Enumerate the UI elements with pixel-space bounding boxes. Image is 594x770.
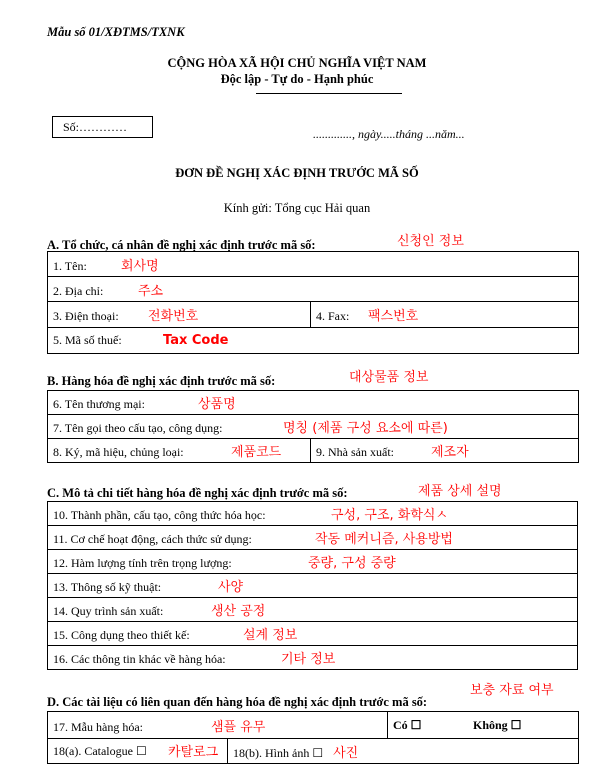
field-note: 명칭 (제품 구성 요소에 따른) [283,421,448,436]
field-phone[interactable] [48,302,311,328]
field-label: 15. Công dụng theo thiết kế: [53,628,190,642]
table-row [48,328,579,354]
field-label: 4. Fax: [316,309,350,323]
date-line: ............., ngày.....tháng ...năm... [313,127,465,141]
table-row [48,712,579,739]
field-trade-name[interactable] [48,391,579,415]
field-note: Tax Code [163,333,229,348]
section-b-table [47,390,579,463]
table-row [48,622,578,646]
field-model-code[interactable] [48,439,311,463]
section-c-table [47,501,578,670]
catalogue-checkbox-label[interactable]: 18(a). Catalogue ☐ [53,743,147,758]
field-note: 주소 [138,283,164,299]
table-row [48,526,578,550]
field-designed-use[interactable] [48,622,578,646]
motto-underline [256,93,402,94]
motto: Độc lập - Tự do - Hạnh phúc [220,72,374,86]
document-number-box: Số:………… [52,116,153,138]
table-row [48,252,579,277]
field-note: 카탈로그 [168,745,219,760]
section-d-heading: D. Các tài liệu có liên quan đến hàng hóa đề nghị xác định trước mã số: [47,695,428,709]
field-fax[interactable] [311,302,579,328]
field-mechanism[interactable] [48,526,578,550]
field-label: 16. Các thông tin khác về hàng hóa: [53,652,226,666]
table-row [48,502,578,526]
field-note: 사양 [218,580,244,595]
field-production-process[interactable] [48,598,578,622]
field-note: 상품명 [198,397,236,412]
field-address[interactable] [48,277,579,302]
section-d-table [47,711,579,764]
field-other-info[interactable] [48,646,578,670]
document-title: ĐƠN ĐỀ NGHỊ XÁC ĐỊNH TRƯỚC MÃ SỐ [175,166,419,180]
table-row [48,646,578,670]
field-label: 10. Thành phần, cấu tạo, công thức hóa học: [53,508,266,522]
field-weight-content[interactable] [48,550,578,574]
photo-checkbox-label[interactable]: 18(b). Hình ảnh ☐ [233,745,324,760]
field-label: 7. Tên gọi theo cấu tạo, công dụng: [53,421,223,435]
field-note: 설계 정보 [243,628,298,643]
national-name: CỘNG HÒA XÃ HỘI CHỦ NGHĨA VIỆT NAM [167,56,427,70]
table-row [48,391,579,415]
field-note: 사진 [333,745,359,761]
field-label: 13. Thông số kỹ thuật: [53,580,162,594]
table-row [48,574,578,598]
field-label: 5. Mã số thuế: [53,333,122,347]
recipient: Kính gửi: Tổng cục Hải quan [223,201,371,215]
form-code: Mẫu số 01/XĐTMS/TXNK [47,25,185,39]
field-tax-code[interactable] [48,328,579,354]
table-row [48,415,579,439]
field-sample[interactable] [48,712,388,739]
field-name[interactable] [48,252,579,277]
table-row [48,598,578,622]
table-row [48,439,579,463]
section-a-note: 신청인 정보 [397,234,464,249]
field-note: 전화번호 [148,309,199,324]
field-note: 중량, 구성 중량 [308,556,396,571]
field-specifications[interactable] [48,574,578,598]
field-note: 샘플 유무 [211,719,266,735]
field-label: 9. Nhà sản xuất: [316,445,394,459]
field-note: 회사명 [121,258,159,274]
table-row [48,550,578,574]
section-b-note: 대상물품 정보 [349,370,429,385]
field-note: 기타 정보 [281,652,336,667]
field-label: 12. Hàm lượng tính trên trọng lượng: [53,556,232,570]
field-label: 3. Điện thoại: [53,309,119,323]
field-label: 8. Ký, mã hiệu, chủng loại: [53,445,184,459]
field-photo[interactable] [228,739,579,764]
sample-yes-checkbox[interactable]: Có ☐ [393,717,422,732]
field-note: 제품코드 [231,445,282,460]
field-label: 17. Mẫu hàng hóa: [53,719,143,734]
field-label: 14. Quy trình sản xuất: [53,604,164,618]
section-c-heading: C. Mô tả chi tiết hàng hóa đề nghị xác định trước mã số: [47,486,348,500]
field-label: 1. Tên: [53,258,87,273]
field-label: 6. Tên thương mại: [53,397,145,411]
table-row [48,739,579,764]
field-sample-options [388,712,579,739]
field-composition[interactable] [48,502,578,526]
section-b-heading: B. Hàng hóa đề nghị xác định trước mã số: [47,374,276,388]
sample-no-checkbox[interactable]: Không ☐ [473,717,522,732]
section-a-table [47,251,579,354]
field-note: 제조자 [431,445,469,460]
table-row [48,302,579,328]
field-structural-name[interactable] [48,415,579,439]
section-d-note: 보충 자료 여부 [470,683,554,698]
field-manufacturer[interactable] [311,439,579,463]
field-note: 작동 메커니즘, 사용방법 [315,532,453,547]
section-c-note: 제품 상세 설명 [418,484,502,499]
table-row [48,277,579,302]
field-note: 구성, 구조, 화학식ㅅ [331,508,448,523]
field-label: 11. Cơ chế hoạt động, cách thức sử dụng: [53,532,252,546]
field-note: 팩스번호 [368,309,419,324]
field-note: 생산 공정 [211,604,266,619]
section-a-heading: A. Tổ chức, cá nhân đề nghị xác định trước mã số: [47,238,316,252]
field-label: 2. Địa chỉ: [53,283,104,298]
field-catalogue[interactable] [48,739,228,764]
